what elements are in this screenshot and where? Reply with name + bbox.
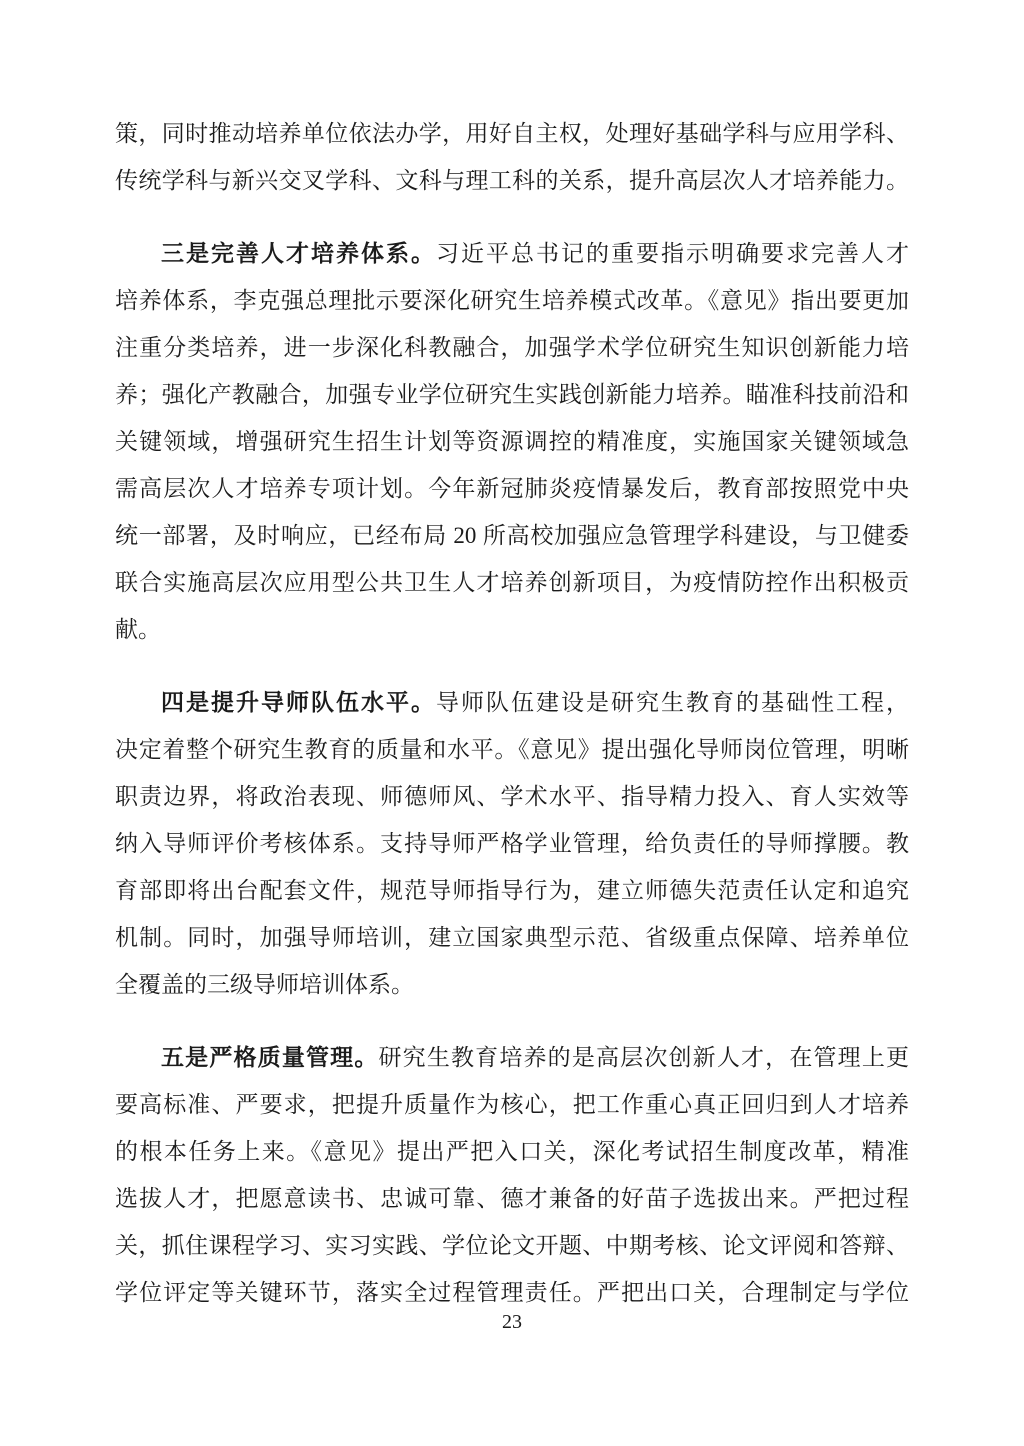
text-segment: 决定着整个研究生教育的质量和水平。《意见》提出强化导师岗位管理，明晰 — [115, 737, 909, 762]
text-line — [115, 559, 909, 606]
text-line — [115, 418, 909, 465]
text-segment: 策，同时推动培养单位依法办学，用好自主权，处理好基础学科与应用学科、 — [115, 121, 909, 146]
text-segment: 注重分类培养，进一步深化科教融合，加强学术学位研究生知识创新能力培 — [115, 335, 909, 360]
text-line — [115, 606, 909, 653]
text-line — [115, 867, 909, 914]
text-segment: 习近平总书记的重要指示明确要求完善人才 — [436, 241, 909, 266]
text-segment: 传统学科与新兴交叉学科、文科与理工科的关系，提升高层次人才培养能力。 — [115, 168, 909, 193]
text-line — [115, 371, 909, 418]
text-segment: 选拔人才，把愿意读书、忠诚可靠、德才兼备的好苗子选拔出来。严把过程 — [115, 1186, 909, 1211]
text-line — [115, 820, 909, 867]
text-line — [115, 1081, 909, 1128]
text-segment: 育部即将出台配套文件，规范导师指导行为，建立师德失范责任认定和追究 — [115, 878, 909, 903]
text-line — [115, 512, 909, 559]
page-number: 23 — [502, 1311, 522, 1333]
text-line — [115, 230, 909, 277]
text-segment: 研究生教育培养的是高层次创新人才，在管理上更 — [378, 1045, 910, 1070]
paragraph-heading-text: 三是完善人才培养体系。 — [161, 241, 436, 266]
text-line — [115, 1175, 909, 1222]
text-line — [115, 773, 909, 820]
text-segment: 纳入导师评价考核体系。支持导师严格学业管理，给负责任的导师撑腰。教 — [115, 831, 909, 856]
text-segment: 的根本任务上来。《意见》提出严把入口关，深化考试招生制度改革，精准 — [115, 1139, 909, 1164]
paragraph-point-four — [115, 679, 909, 1008]
paragraph-point-five — [115, 1034, 909, 1316]
text-segment: 需高层次人才培养专项计划。今年新冠肺炎疫情暴发后，教育部按照党中央 — [115, 476, 909, 501]
text-line — [115, 324, 909, 371]
text-segment: 养；强化产教融合，加强专业学位研究生实践创新能力培养。瞄准科技前沿和 — [115, 382, 909, 407]
text-line — [115, 465, 909, 512]
paragraph-point-three — [115, 230, 909, 653]
text-segment: 关，抓住课程学习、实习实践、学位论文开题、中期考核、论文评阅和答辩、 — [115, 1233, 909, 1258]
text-line — [115, 277, 909, 324]
paragraph-continuation — [115, 110, 909, 204]
text-segment: 全覆盖的三级导师培训体系。 — [115, 972, 414, 997]
paragraph-heading-text: 五是严格质量管理。 — [161, 1045, 379, 1070]
text-line — [115, 914, 909, 961]
text-line — [115, 157, 909, 204]
paragraph-heading-text: 四是提升导师队伍水平。 — [161, 690, 436, 715]
text-segment: 学位评定等关键环节，落实全过程管理责任。严把出口关，合理制定与学位 — [115, 1280, 909, 1305]
text-segment: 机制。同时，加强导师培训，建立国家典型示范、省级重点保障、培养单位 — [115, 925, 909, 950]
text-line — [115, 1222, 909, 1269]
text-segment: 献。 — [115, 617, 161, 642]
text-segment: 联合实施高层次应用型公共卫生人才培养创新项目，为疫情防控作出积极贡 — [115, 570, 909, 595]
text-line — [115, 726, 909, 773]
text-line — [115, 679, 909, 726]
text-line — [115, 1034, 909, 1081]
text-line — [115, 110, 909, 157]
text-segment: 职责边界，将政治表现、师德师风、学术水平、指导精力投入、育人实效等 — [115, 784, 909, 809]
text-segment: 要高标准、严要求，把提升质量作为核心，把工作重心真正回归到人才培养 — [115, 1092, 909, 1117]
text-segment: 统一部署，及时响应，已经布局 20 所高校加强应急管理学科建设，与卫健委 — [115, 523, 909, 548]
document-body — [115, 110, 909, 1316]
text-segment: 关键领域，增强研究生招生计划等资源调控的精准度，实施国家关键领域急 — [115, 429, 909, 454]
text-segment: 导师队伍建设是研究生教育的基础性工程， — [436, 690, 909, 715]
text-segment: 培养体系，李克强总理批示要深化研究生培养模式改革。《意见》指出要更加 — [115, 288, 909, 313]
text-line — [115, 961, 909, 1008]
text-line — [115, 1128, 909, 1175]
